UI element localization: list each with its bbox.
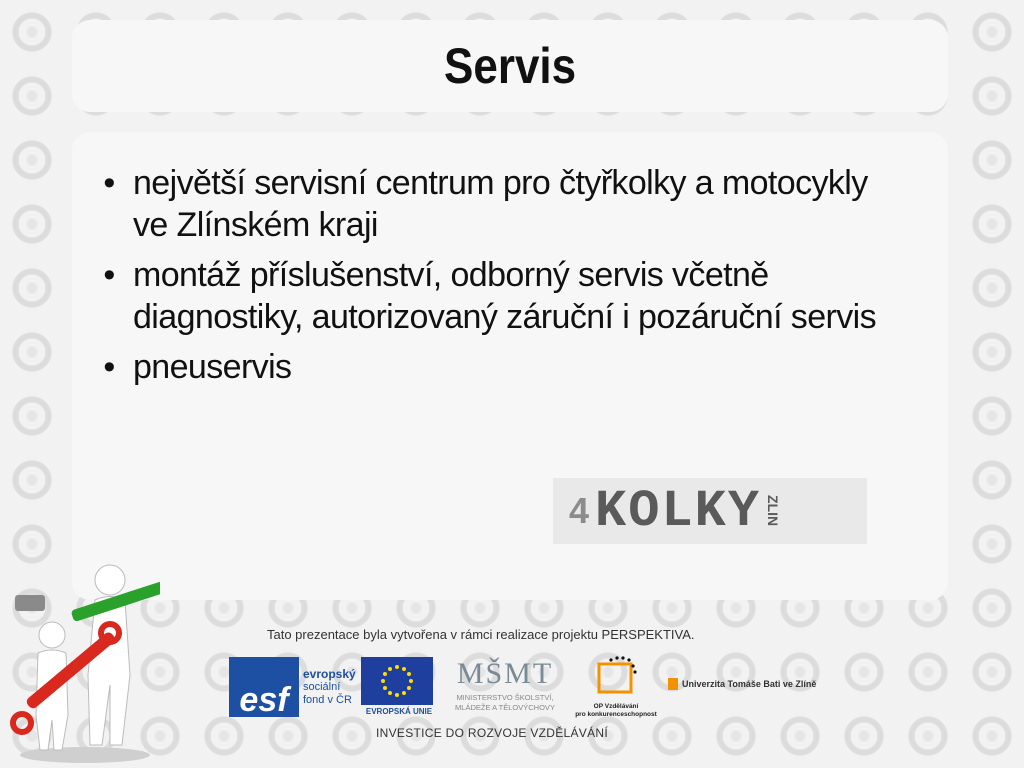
eu-flag-icon: [361, 657, 433, 705]
op-logo-line1: OP Vzdělávání: [593, 703, 639, 710]
utb-logo-text: Univerzita Tomáše Bati ve Zlíně: [682, 679, 817, 689]
esf-logo-mark: esf: [229, 657, 299, 717]
bullet-dot: •: [103, 256, 115, 294]
footer-investment-text: INVESTICE DO ROZVOJE VZDĚLÁVÁNÍ: [376, 726, 609, 740]
bullet-text: montáž příslušenství, odborný servis včetně diagnostiky, autorizovaný záruční i pozáruční servis: [133, 256, 876, 336]
bullet-dot: •: [103, 348, 115, 386]
msmt-logo-line1: MINISTERSTVO ŠKOLSTVÍ,: [456, 693, 554, 702]
eu-logo-caption: EVROPSKÁ UNIE: [365, 707, 433, 716]
eu-logo: [361, 657, 437, 717]
op-logo-line2: pro konkurenceschopnost: [575, 711, 657, 718]
utb-logo: [668, 678, 816, 690]
op-logo-icon: [591, 654, 641, 698]
esf-line2: sociální: [303, 680, 341, 693]
title-panel: [72, 20, 948, 112]
4kolky-logo: [553, 478, 867, 544]
bullet-item: [95, 254, 895, 338]
bullet-text: největší servisní centrum pro čtyřkolky a motocykly ve Zlínském kraji: [133, 164, 868, 244]
msmt-logo-mark: MŠMT: [456, 657, 554, 690]
op-vzdelavani-logo: [573, 654, 659, 720]
esf-logo-text: [303, 657, 356, 717]
hammer-icon: [15, 595, 45, 611]
msmt-logo: [441, 655, 569, 717]
utb-logo-icon: [668, 678, 678, 690]
bullet-dot: •: [103, 164, 115, 202]
bullet-list: [95, 162, 895, 396]
bullet-item: [95, 162, 895, 246]
esf-line3: fond v ČR: [303, 693, 352, 706]
4kolky-logo-city: ZLIN: [765, 495, 782, 527]
4kolky-logo-digit: 4: [569, 490, 590, 531]
mechanic-figure-illustration: [10, 555, 160, 765]
msmt-logo-line2: MLÁDEŽE A TĚLOVÝCHOVY: [455, 703, 555, 712]
bullet-text: pneuservis: [133, 348, 292, 386]
footer-project-text: Tato prezentace byla vytvořena v rámci realizace projektu PERSPEKTIVA.: [267, 627, 695, 642]
esf-logo: [229, 657, 357, 717]
esf-line1: evropský: [303, 666, 356, 681]
bullet-item: [95, 346, 895, 388]
4kolky-logo-word: KOLKY: [595, 481, 762, 541]
slide-title: Servis: [443, 38, 577, 94]
